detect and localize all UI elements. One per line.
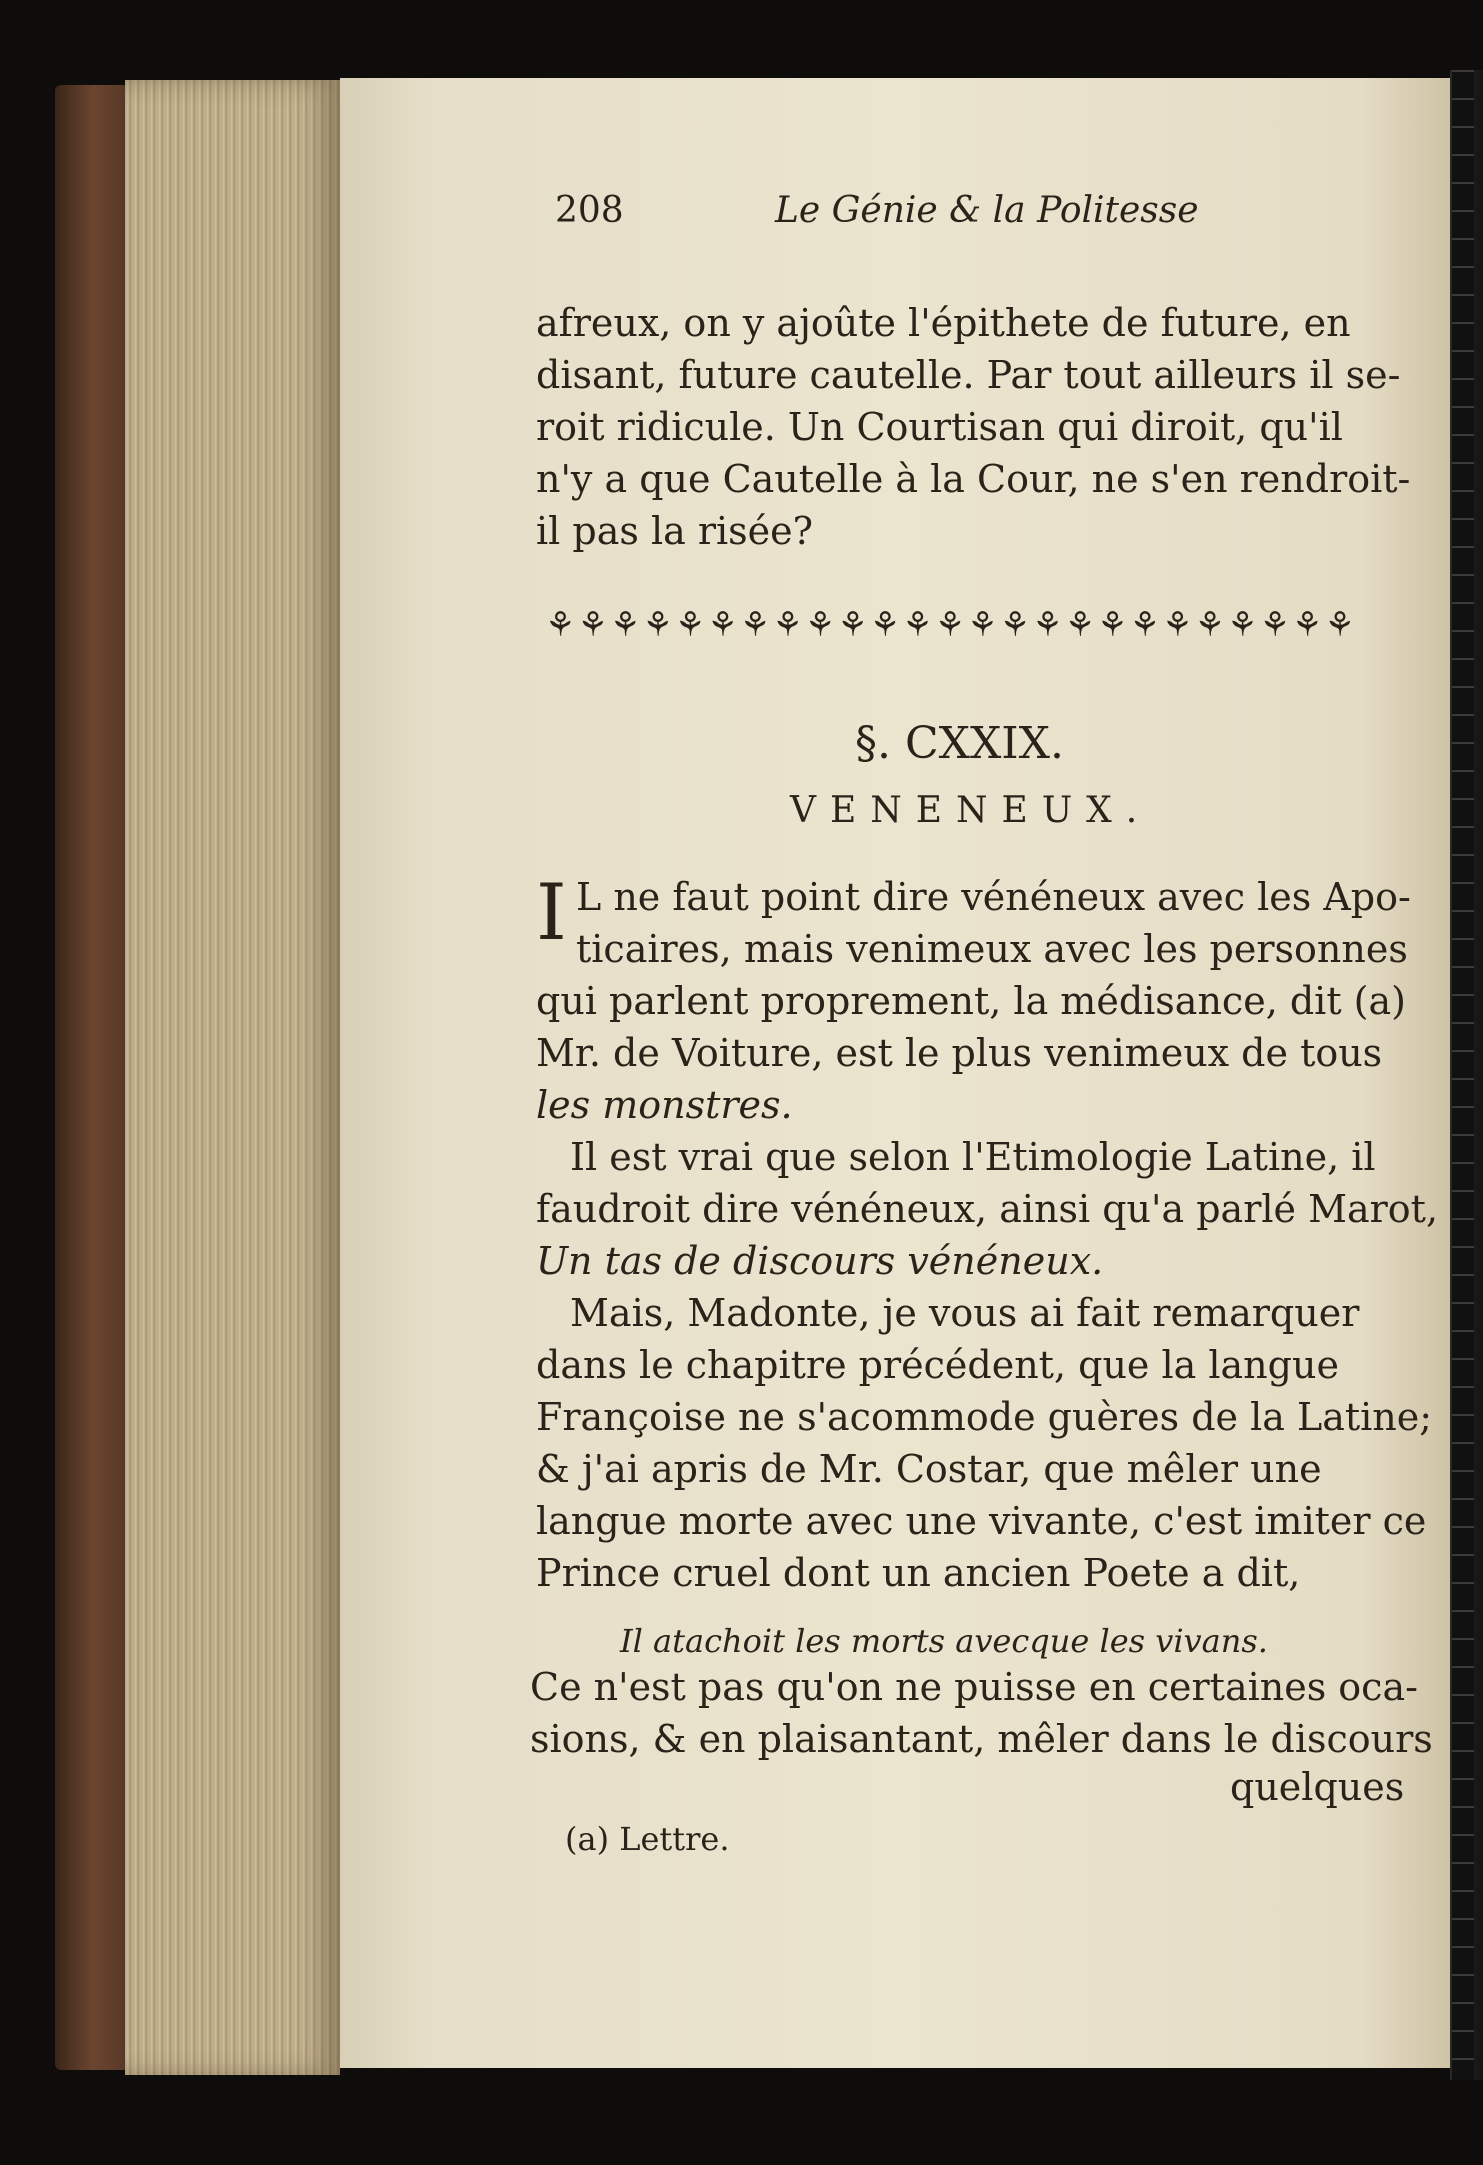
page-number: 208 — [555, 190, 624, 231]
text-line: dans le chapitre précédent, que la langue — [536, 1343, 1339, 1387]
text-line: disant, future cautelle. Par tout ailleurs il se- — [536, 353, 1401, 397]
section-number: §. CXXIX. — [855, 718, 1064, 769]
text-line: sions, & en plaisantant, mêler dans le discours — [530, 1717, 1433, 1761]
text-line: ticaires, mais venimeux avec les personnes — [576, 927, 1408, 971]
text-line: & j'ai apris de Mr. Costar, que mêler une — [536, 1447, 1322, 1491]
text-line: Ce n'est pas qu'on ne puisse en certaines oca- — [530, 1665, 1418, 1709]
text-line: il pas la risée? — [536, 509, 814, 553]
catchword: quelques — [1230, 1765, 1405, 1809]
text-line: Mais, Madonte, je vous ai fait remarquer — [570, 1291, 1360, 1335]
footnote: (a) Lettre. — [565, 1820, 730, 1858]
text-line: qui parlent proprement, la médisance, dit (a) — [536, 979, 1406, 1023]
verse-quote: Il atachoit les morts avecque les vivans. — [620, 1622, 1268, 1660]
section-title: VENENEUX. — [790, 790, 1152, 831]
text-line: afreux, on y ajoûte l'épithete de future, en — [536, 301, 1351, 345]
page-stripes — [1452, 70, 1474, 2080]
page-edges — [125, 80, 340, 2075]
facing-page-edge — [1450, 70, 1483, 2080]
text-line: les monstres. — [536, 1083, 793, 1127]
text-line: Mr. de Voiture, est le plus venimeux de tous — [536, 1031, 1383, 1075]
text-line: L ne faut point dire vénéneux avec les Apo- — [576, 875, 1411, 919]
text-line: Un tas de discours vénéneux. — [536, 1239, 1104, 1283]
drop-cap: I — [536, 868, 567, 958]
text-line: Il est vrai que selon l'Etimologie Latine, il — [570, 1135, 1376, 1179]
text-line: Prince cruel dont un ancien Poete a dit, — [536, 1551, 1301, 1595]
ornament-rule: ⚘⚘⚘⚘⚘⚘⚘⚘⚘⚘⚘⚘⚘⚘⚘⚘⚘⚘⚘⚘⚘⚘⚘⚘⚘ — [545, 605, 1358, 645]
text-line: Françoise ne s'acommode guères de la Latine; — [536, 1395, 1433, 1439]
text-line: langue morte avec une vivante, c'est imiter ce — [536, 1499, 1427, 1543]
running-title: Le Génie & la Politesse — [775, 190, 1199, 231]
text-line: n'y a que Cautelle à la Cour, ne s'en rendroit- — [536, 457, 1411, 501]
text-line: roit ridicule. Un Courtisan qui diroit, qu'il — [536, 405, 1343, 449]
text-line: faudroit dire vénéneux, ainsi qu'a parlé Marot, — [536, 1187, 1439, 1231]
